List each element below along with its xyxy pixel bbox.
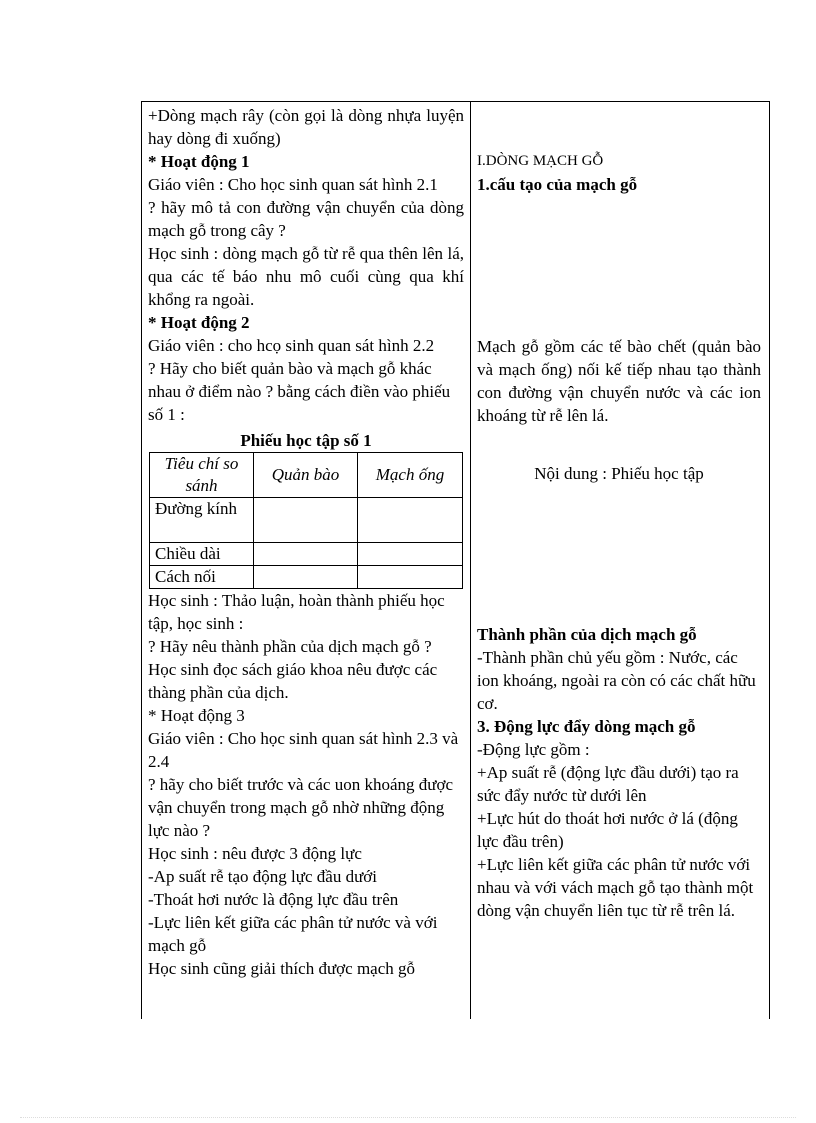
table-column-divider — [470, 101, 471, 1019]
worksheet-table — [149, 452, 463, 589]
activity-1-title: * Hoạt động 1 — [148, 152, 250, 171]
activity-2-teacher: Giáo viên : cho hcọ sinh quan sát hình 2.2 — [148, 336, 435, 355]
composition-text: -Thành phần chủ yếu gồm : Nước, các ion khoáng, ngoài ra còn có các chất hữu cơ. — [477, 648, 756, 713]
right-spacer-3 — [477, 485, 761, 623]
worksheet-row-label: Cách nối — [150, 566, 254, 589]
driving-heading: 3. Động lực đẩy dòng mạch gỗ — [477, 717, 696, 736]
worksheet-row-label: Chiều dài — [150, 543, 254, 566]
worksheet-header-tracheid: Quản bào — [254, 453, 358, 498]
table-left-border — [141, 101, 142, 1019]
structure-text: Mạch gỗ gồm các tế bào chết (quản bào và mạch ống) nối kế tiếp nhau tạo thành con đường vận chuyển nước và các ion khoáng từ rễ lên lá. — [477, 337, 761, 425]
worksheet-cell — [254, 566, 358, 589]
worksheet-cell — [254, 543, 358, 566]
driving-item-2: +Lực hút do thoát hơi nước ở lá (động lực đầu trên) — [477, 809, 738, 851]
composition-heading: Thành phần của dịch mạch gỗ — [477, 625, 697, 644]
worksheet-cell — [358, 498, 463, 543]
table-top-border — [141, 101, 770, 102]
table-row — [150, 566, 463, 589]
structure-subheading: 1.cấu tạo của mạch gỗ — [477, 175, 638, 194]
right-spacer-2 — [477, 427, 761, 462]
activity-3-teacher: Giáo viên : Cho học sinh quan sát hình 2.3 và 2.4 — [148, 729, 459, 771]
activity-3-point-3: -Lực liên kết giữa các phân tử nước và với mạch gỗ — [148, 913, 438, 955]
content-column — [477, 104, 761, 922]
activity-3-question: ? hãy cho biết trước và các uon khoáng được vận chuyển trong mạch gỗ nhờ những động lực nào ? — [148, 775, 453, 840]
worksheet-title: Phiếu học tập số 1 — [240, 431, 372, 450]
student-discuss: Học sinh : Thảo luận, hoàn thành phiếu học tập, học sinh : — [148, 591, 445, 633]
worksheet-cell — [358, 566, 463, 589]
page-bottom-rule — [20, 1117, 796, 1118]
section-heading: I.DÒNG MẠCH GỖ — [477, 153, 604, 169]
activities-column — [148, 104, 464, 980]
content-note: Nội dung : Phiếu học tập — [534, 464, 704, 483]
activity-1-teacher: Giáo viên : Cho học sinh quan sát hình 2.1 — [148, 175, 438, 194]
right-spacer-1 — [477, 196, 761, 335]
worksheet-cell — [358, 543, 463, 566]
worksheet-row-label: Đường kính — [150, 498, 254, 543]
table-row — [150, 543, 463, 566]
composition-question: ? Hãy nêu thành phần của dịch mạch gỗ ? — [148, 637, 432, 656]
worksheet-header-criteria: Tiêu chí so sánh — [150, 453, 254, 498]
worksheet-header-row — [150, 453, 463, 498]
worksheet-header-vessel: Mạch ống — [358, 453, 463, 498]
activity-3-last: Học sinh cũng giải thích được mạch gỗ — [148, 959, 416, 978]
right-top-spacer — [477, 104, 761, 150]
driving-intro: -Động lực gồm : — [477, 740, 590, 759]
intro-text: +Dòng mạch rây (còn gọi là dòng nhựa luyện hay dòng đi xuống) — [148, 106, 464, 148]
activity-3-student: Học sinh : nêu được 3 động lực — [148, 844, 362, 863]
activity-1-student: Học sinh : dòng mạch gỗ từ rễ qua thên lên lá, qua các tế báo nhu mô cuối cùng qua khí khổng ra ngoài. — [148, 244, 464, 309]
activity-2-question: ? Hãy cho biết quản bào và mạch gỗ khác nhau ở điểm nào ? bằng cách điền vào phiếu số 1 : — [148, 359, 451, 424]
activity-3-point-2: -Thoát hơi nước là động lực đầu trên — [148, 890, 399, 909]
table-right-border — [769, 101, 770, 1019]
activity-3-title: * Hoạt động 3 — [148, 706, 245, 725]
student-read: Học sinh đọc sách giáo khoa nêu được các thàng phần của dịch. — [148, 660, 438, 702]
table-row — [150, 498, 463, 543]
driving-item-1: +Ap suất rễ (động lực đầu dưới) tạo ra sức đẩy nước từ dưới lên — [477, 763, 739, 805]
worksheet-cell — [254, 498, 358, 543]
activity-3-point-1: -Ap suất rễ tạo động lực đầu dưới — [148, 867, 378, 886]
driving-item-3: +Lực liên kết giữa các phân tử nước với nhau và với vách mạch gỗ tạo thành một dòng vận chuyển liên tục từ rễ trên lá. — [477, 855, 754, 920]
activity-1-question: ? hãy mô tả con đường vận chuyển của dòng mạch gỗ trong cây ? — [148, 198, 464, 240]
activity-2-title: * Hoạt động 2 — [148, 313, 250, 332]
